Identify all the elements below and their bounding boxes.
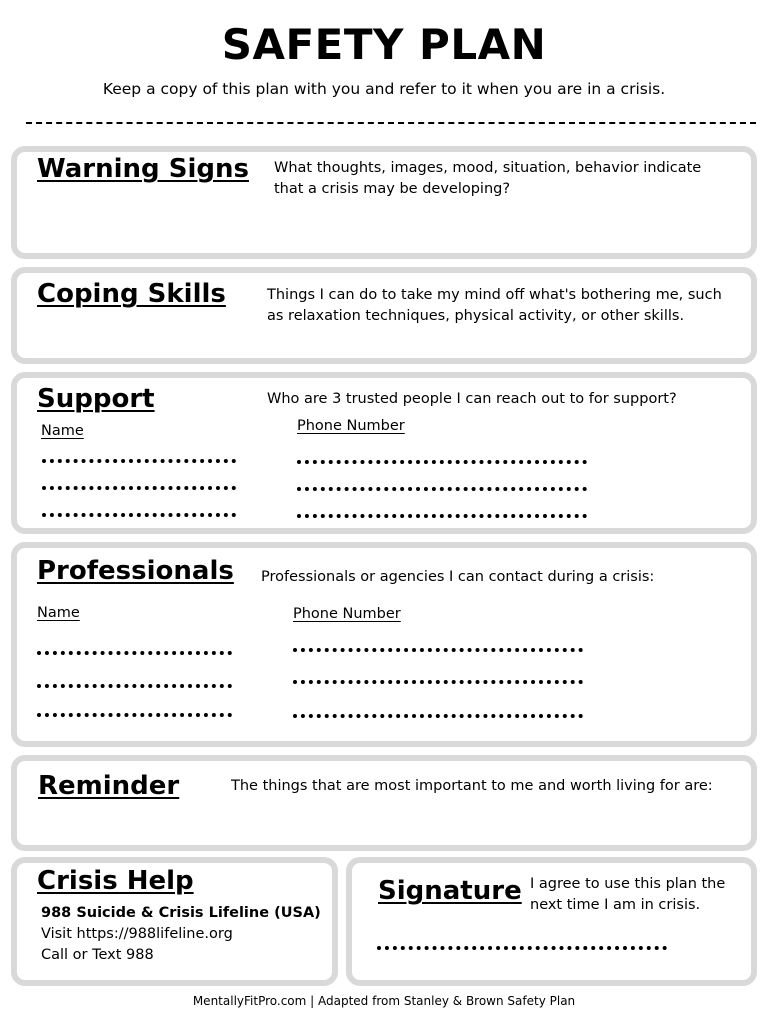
reminder-section	[11, 755, 757, 851]
support-description: Who are 3 trusted people I can reach out to for support?	[267, 391, 677, 407]
warning-signs-description: What thoughts, images, mood, situation, behavior indicate that a crisis may be developing?	[274, 160, 702, 197]
professionals-phone-line[interactable]	[293, 714, 583, 718]
professionals-name-line[interactable]	[37, 684, 232, 688]
professionals-phone-label: Phone Number	[293, 606, 401, 622]
crisis-help-heading: Crisis Help	[37, 866, 194, 896]
support-phone-label: Phone Number	[297, 418, 405, 434]
professionals-phone-line[interactable]	[293, 648, 583, 652]
coping-skills-heading: Coping Skills	[37, 279, 226, 309]
support-name-line[interactable]	[42, 459, 236, 463]
support-name-line[interactable]	[42, 513, 236, 517]
support-phone-line[interactable]	[297, 514, 587, 518]
crisis-lifeline-call-text: Call or Text 988	[41, 947, 154, 963]
page-subtitle: Keep a copy of this plan with you and refer to it when you are in a crisis.	[102, 80, 666, 98]
signature-description: I agree to use this plan the next time I am in crisis.	[530, 876, 726, 913]
support-heading: Support	[37, 384, 155, 414]
reminder-description: The things that are most important to me and worth living for are:	[231, 778, 713, 794]
professionals-description: Professionals or agencies I can contact during a crisis:	[261, 569, 655, 585]
warning-signs-heading: Warning Signs	[37, 154, 249, 184]
professionals-name-label: Name	[37, 605, 80, 621]
professionals-name-line[interactable]	[37, 651, 232, 655]
support-phone-line[interactable]	[297, 460, 587, 464]
page-title: SAFETY PLAN	[221, 20, 547, 69]
support-phone-line[interactable]	[297, 487, 587, 491]
footer-credit: MentallyFitPro.com | Adapted from Stanley & Brown Safety Plan	[192, 994, 576, 1008]
reminder-heading: Reminder	[38, 771, 180, 801]
signature-heading: Signature	[378, 876, 522, 906]
professionals-name-line[interactable]	[37, 713, 232, 717]
signature-line[interactable]	[377, 946, 667, 950]
support-name-label: Name	[41, 423, 84, 439]
crisis-lifeline-name: 988 Suicide & Crisis Lifeline (USA)	[41, 905, 321, 921]
dashed-divider	[26, 122, 756, 124]
professionals-heading: Professionals	[37, 556, 234, 586]
crisis-lifeline-website: Visit https://988lifeline.org	[41, 926, 233, 942]
coping-skills-description: Things I can do to take my mind off what's bothering me, such as relaxation techniques, physical activity, or other skills.	[267, 287, 722, 324]
professionals-phone-line[interactable]	[293, 680, 583, 684]
support-name-line[interactable]	[42, 486, 236, 490]
